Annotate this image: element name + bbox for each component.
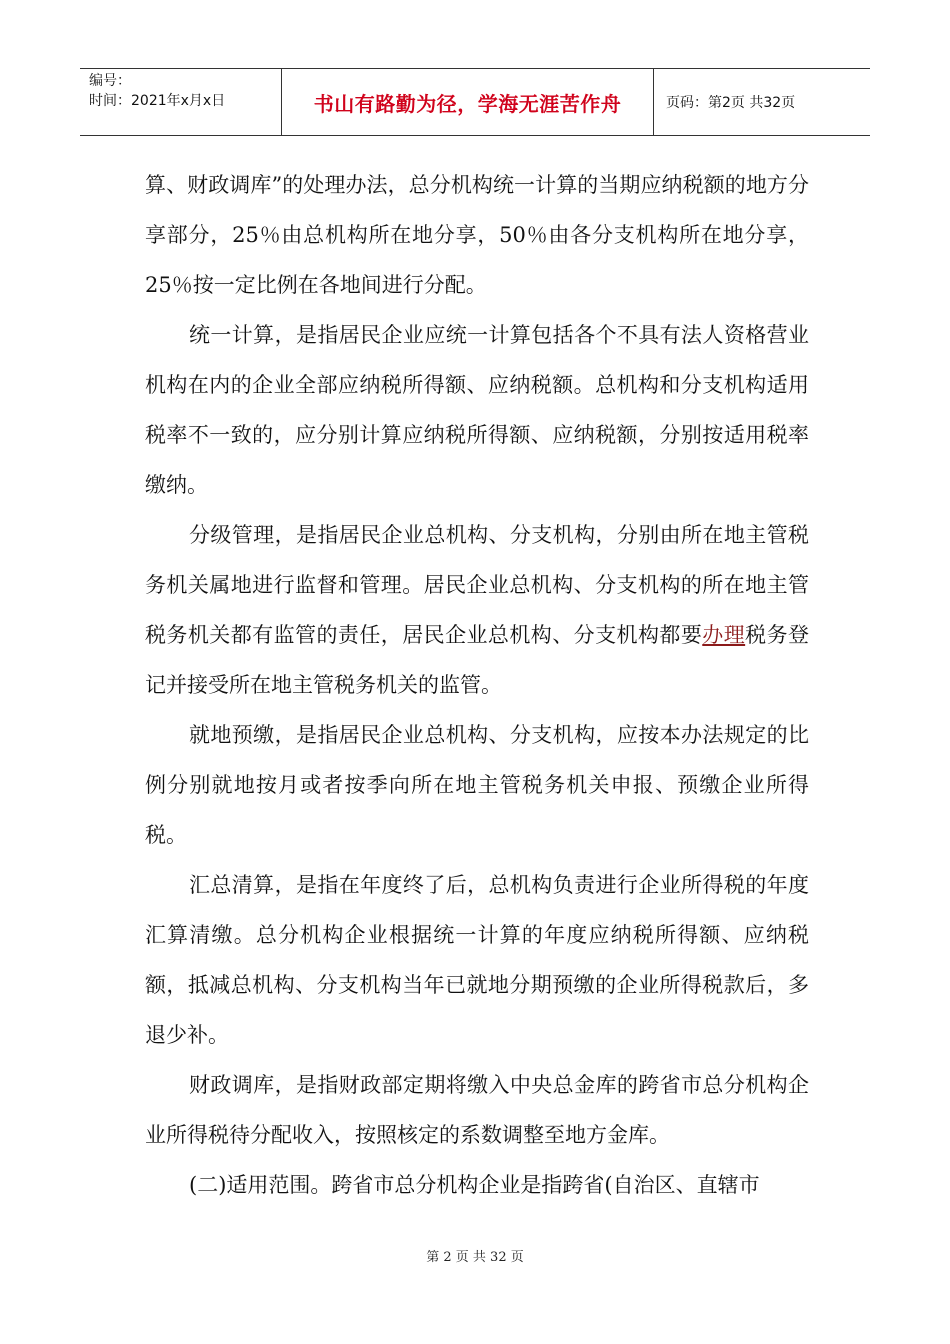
page-footer: 第 2 页 共 32 页 <box>426 1250 524 1265</box>
paragraph-tiered-management-text: 分级管理，是指居民企业总机构、分支机构，分别由所在地主管税务机关属地进行监督和管理。居民企业总机构、分支机构的所在地主管税务机关都有监管的责任，居民企业总机构、分支机构都要 <box>145 523 809 647</box>
paragraph-continuation: 算、财政调库”的处理办法，总分机构统一计算的当期应纳税额的地方分享部分，25％由总机构所在地分享，50％由各分支机构所在地分享，25％按一定比例在各地间进行分配。 <box>145 173 809 297</box>
header-page-info: 页码：第2页 共32页 <box>666 95 796 111</box>
header-page-cell <box>654 69 870 135</box>
paragraph-treasury-adjustment: 财政调库，是指财政部定期将缴入中央总金库的跨省市总分机构企业所得税待分配收入，按照核定的系数调整至地方金库。 <box>145 1073 809 1147</box>
document-number-label: 编号： <box>89 73 131 89</box>
handle-link[interactable]: 办理 <box>702 623 746 647</box>
document-time-label: 时间：2021年x月x日 <box>89 93 226 109</box>
paragraph-consolidated-settlement: 汇总清算，是指在年度终了后，总机构负责进行企业所得税的年度汇算清缴。总分机构企业根据统一计算的年度应纳税所得额、应纳税额，抵减总机构、分支机构当年已就地分期预缴的企业所得税款后，多退少补。 <box>145 873 809 1047</box>
header-meta-cell <box>80 69 282 135</box>
document-body <box>145 160 809 1210</box>
header-motto: 书山有路勤为径，学海无涯苦作舟 <box>313 91 622 116</box>
paragraph-tiered-management <box>145 510 809 710</box>
paragraph-scope: (二)适用范围。跨省市总分机构企业是指跨省(自治区、直辖市 <box>189 1173 760 1197</box>
paragraph-unified-calculation: 统一计算，是指居民企业应统一计算包括各个不具有法人资格营业机构在内的企业全部应纳税所得额、应纳税额。总机构和分支机构适用税率不一致的，应分别计算应纳税所得额、应纳税额，分别按适用税率缴纳。 <box>145 323 809 497</box>
paragraph-local-prepayment: 就地预缴，是指居民企业总机构、分支机构，应按本办法规定的比例分别就地按月或者按季向所在地主管税务机关申报、预缴企业所得税。 <box>145 723 809 847</box>
paragraph-tiered-management-tail: 税务登记并接受所在地主管税务机关的监管。 <box>145 623 810 697</box>
header-motto-cell <box>282 69 654 135</box>
document-header <box>80 68 870 136</box>
